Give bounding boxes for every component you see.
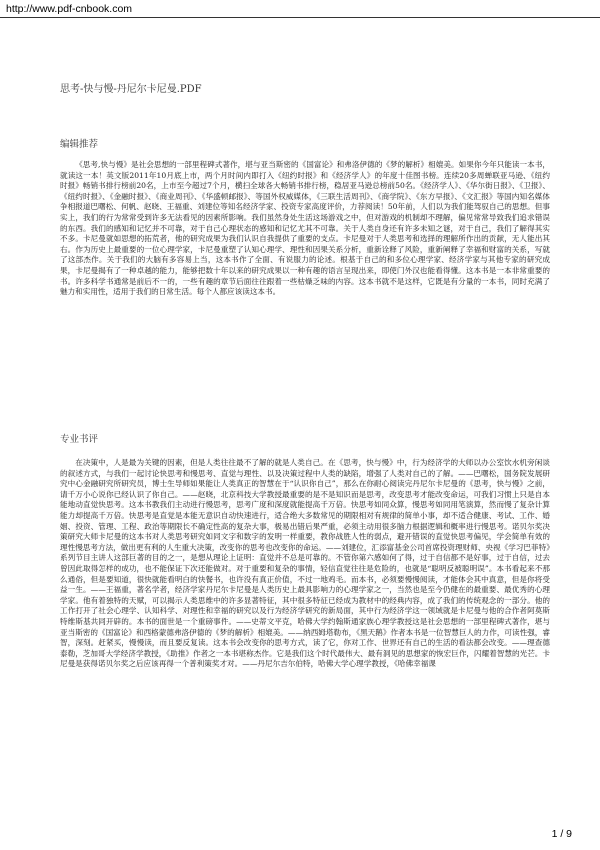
document-title: 思考-快与慢-丹尼尔卡尼曼.PDF — [60, 84, 202, 95]
section-body-professional-reviews: 在决策中，人是最为关键的因素，但是人类往往最不了解的就是人类自己。在《思考，快与慢》中，行为经济学的大师以办公室饮水机旁闲谈的叙述方式，与我们一起讨论快思考和慢思考、直觉与理性、以及决策过程中人类的缺陷，增强了人类对自己的了解。——巴曙松，国务院发展研究中心金融研究所研究员，博士生导师如果能让人类真正的智慧在于“认识你自己”，那么在你耐心阅读完丹尼尔卡尼曼的《思考，快与慢》之前，请千万小心说你已经认识了你自己。——赵晓，北京科技大学教授最重要的是不是知识而是思考，改变思考才能改变命运，可我们习惯上只是自本能地动直觉快思考。这本书教我们主动进行慢思考，思考广度和深度就能提高千万倍。快思考如同众算，慢思考如同用笔演算，然而慢了复杂计算能力却提高千万倍。快思考是直觉是本能无意识自动快速进行，适合绝大多数常见的期限相对有规律的简单小事，却不适合健康、考试、工作、婚姻、投资、管理、工程、政治等期限长不确定性高的复杂大事，极易出错后果严重，必须主动用很多脑力根据逻辑和概率进行慢思考。诺贝尔奖决策研究大师卡尼曼的这本书对人类思考研究如同文字和数字的发明一样重要，教你战胜人性的弱点，避开错误的直觉快思考偏见，学会简单有效的理性慢思考方法，做出更有利的人生重大决策，改变你的思考也改变你的命运。——刘建位，汇添富基金公司首席投资理财师、央视《学习巴菲特》系列节目主讲人这部巨著的目的之一，是想从理论上证明：直觉并不总是可靠的。不管你第六感如何了得，过于自信都不是好事，过于自信，过去曾因此取得怎样的成功，也不能保证下次还能做对。对于重要和复杂的事情，轻信直觉往往是危险的，也就是“聪明反被聪明误”。本书看起来不那么通俗，但是要知道，很快就能看明白的快餐书，也许没有真正价值，不过一地鸡毛。而本书，必须要慢慢阅读，才能体会其中真意，但是你将受益一生。——王福重，著名学者，经济学家丹尼尔卡尼曼是人类历史上最具影响力的心理学家之一，当然也是至今仍健在的最重要、最优秀的心理学家。他有着独特的天赋，可以揭示人类思维中的许多显著特征，其中很多特征已经成为教材中的经典内容，成了我们的传统观念的一部分。他的工作打开了社会心理学、认知科学、对理性和幸福的研究以及行为经济学研究的新局面，其中行为经济学这一领域就是卡尼曼与他的合作者阿莫斯特维斯基共同开辟的。本书的面世是一个重磅事件。——史蒂文平克，哈佛大学约翰斯通家族心理学教授这是社会思想的一部里程碑式著作，堪与亚当斯密的《国富论》和西格蒙德弗洛伊德的《梦的解析》相媲美。——纳西姆塔勒布，《黑天鹅》作者本书是一位智慧巨人的力作，可读性强，睿智，深刻。赶紧买，慢慢读，而且要反复读。这本书会改变你的思考方式，读了它，你对工作、世界还有自己的生活的看法都会改变。——理查德泰勒，芝加哥大学经济学教授，《助推》作者之一本书堪称杰作。它是我们这个时代最伟大、最有洞见的思想家的恢宏巨作，闪耀着智慧的光芒。卡尼曼是获得诺贝尔奖之后应该再得一个普利策奖才对。——丹尼尔吉尔伯特，哈佛大学心理学教授，《哈佛幸福课 — [60, 458, 550, 669]
section-heading-professional-reviews: 专业书评 — [60, 434, 99, 445]
page-number: 1 / 9 — [551, 828, 572, 840]
header-divider — [0, 17, 600, 18]
header-url: http://www.pdf-cnbook.com — [6, 3, 133, 15]
section-body-editor-recommendation: 《思考,快与慢》是社会思想的一部里程碑式著作，堪与亚当斯密的《国富论》和弗洛伊德的《梦的解析》相媲美。如果你今年只能读一本书，就读这一本！英文版2011年10月底上市，两个月时间内即打入《纽约时报》和《经济学人》的年度十佳图书榜。连续20多周蝉联亚马逊、《纽约时报》畅销书排行榜前20名，上市至今超过7个月，横扫全球各大畅销书排行榜，稳居亚马逊总榜前50名。《经济学人》、《华尔街日报》、《卫报》、《纽约时报》、《金融时报》、《商业周刊》、《华盛顿邮报》、等国外权威媒体，《三联生活周刊》、《商学院》、《东方早报》、《文汇报》等国内知名媒体争相报道巴曙松、何帆、赵晓、王福重、刘建位等知名经济学家、投资专家高度评价，力荐阅读！50年前，人们以为我们能驾驭自己的思想。但事实上，我们的行为常常受到许多无法看见的因素所影响。我们虽然身处生活这场游戏之中，但对游戏的机制却不理解，偏见常常导致我们追求错误的东西。我们的感知和记忆并不可靠，对于自己心理状态的感知和记忆尤其不可靠。关于人类自身还有许多未知之谜，对于自己，我们了解得其实不多。卡尼曼就如思想的拓荒者，他的研究成果为我们认识自我提供了重要的支点。卡尼曼对于人类思考和选择的理解所作出的贡献，无人能出其右。作为历史上最重要的一位心理学家，卡尼曼重塑了认知心理学、理性和因果关系分析，重新诠释了风险，重新阐释了幸福和财富的关系，写就了这部杰作。关于我们的大脑有多容易上当，这本书作了全面、有说服力的论述。根基于自己的和多位心理学家、经济学家与其他专家的研究成果，卡尼曼揭有了一种卓越的能力，能够把数十年以来的研究成果以一种有趣的语言呈现出来，即使门外汉也能看得懂。这本书是一本非常重要的书。许多科学书通常是前后不一的，一些有趣的章节后面往往跟着一些枯燥乏味的内容。这本书就不是这样，它既是有分量的一本书，同时充满了魅力和实用性，适用于我们的日常生活。每个人都应该读这本书。 — [60, 160, 550, 297]
section-heading-editor-recommendation: 编辑推荐 — [60, 139, 99, 150]
